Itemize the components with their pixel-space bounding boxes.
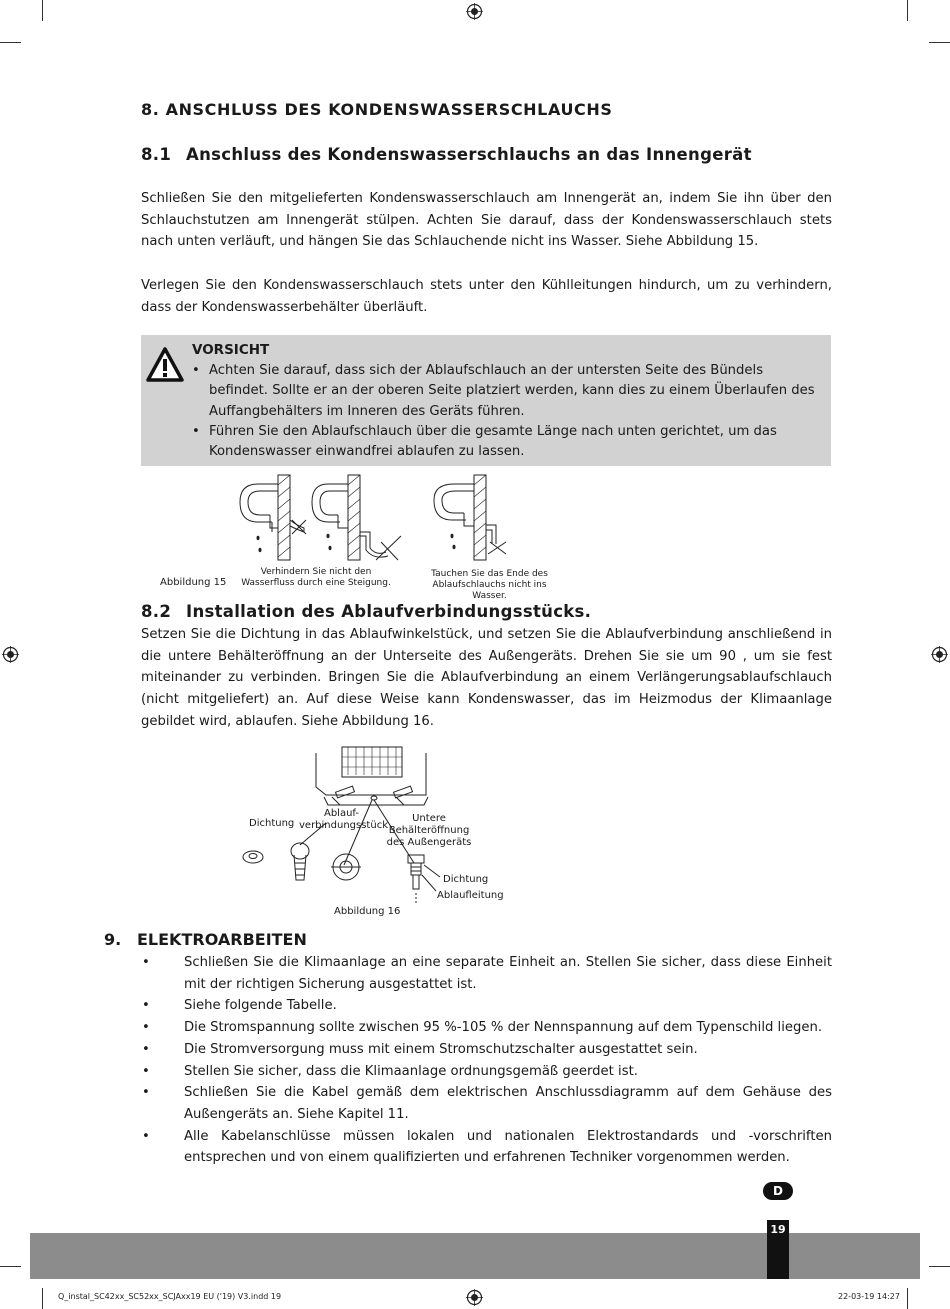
- label-untere-line: des Außengeräts: [386, 837, 472, 848]
- section-9-number: 9.: [104, 930, 122, 949]
- section-9-title: ELEKTROARBEITEN: [137, 930, 307, 949]
- caution-list: [191, 361, 816, 462]
- list-item: • Stellen Sie sicher, dass die Klimaanlage ordnungsgemäß geerdet ist.: [141, 1061, 832, 1083]
- section-8-2-heading: [141, 602, 591, 621]
- label-ablauf-line: verbindungsstück: [299, 820, 388, 831]
- caution-title: VORSICHT: [192, 342, 270, 358]
- crop-mark: [929, 1266, 950, 1267]
- caution-item: • Achten Sie darauf, dass sich der Ablaufschlauch an der untersten Seite des Bündels befindet. Sollte er an der oberen Seite platziert werden, kann dies zu einem Überlaufen des Auffangbehälters im Inneren des Geräts führen.: [191, 361, 816, 422]
- list-item: • Alle Kabelanschlüsse müssen lokalen und nationalen Elektrostandards und -vorschriften entsprechen und von einem qualifizierten und erfahrenen Techniker vorgenommen werden.: [141, 1126, 832, 1169]
- figure-15-caption-right: Tauchen Sie das Ende des Ablaufschlauchs nicht ins Wasser.: [431, 569, 548, 601]
- list-item: • Die Stromversorgung muss mit einem Stromschutzschalter ausgestattet sein.: [141, 1039, 832, 1061]
- registration-mark-icon: [931, 646, 948, 663]
- print-slug-file: Q_instal_SC42xx_SC52xx_SCJAxx19 EU ('19) V3.indd 19: [58, 1292, 282, 1301]
- section-8-1-number: 8.1: [141, 145, 172, 164]
- page-number: 19: [767, 1220, 789, 1279]
- warning-triangle-icon: [146, 347, 184, 383]
- label-ablaufleitung: Ablaufleitung: [437, 890, 504, 901]
- print-slug-date: 22-03-19 14:27: [838, 1292, 900, 1301]
- section-9-heading: [104, 930, 307, 949]
- figure-15-label: Abbildung 15: [160, 577, 227, 588]
- caution-item: • Führen Sie den Ablaufschlauch über die gesamte Länge nach unten gerichtet, um das Kondenswasser einwandfrei ablaufen zu lassen.: [191, 422, 816, 463]
- label-ablaufverbindungsstueck: [299, 808, 388, 832]
- registration-mark-icon: [466, 3, 483, 20]
- section-8-2-number: 8.2: [141, 602, 172, 621]
- label-ablauf-line: Ablauf-: [323, 808, 359, 819]
- list-item: • Schließen Sie die Kabel gemäß dem elektrischen Anschlussdiagramm auf dem Gehäuse des Außengeräts an. Siehe Kapitel 11.: [141, 1082, 832, 1125]
- registration-mark-icon: [466, 1289, 483, 1306]
- list-item: • Die Stromspannung sollte zwischen 95 %-105 % der Nennspannung auf dem Typenschild liegen.: [141, 1017, 832, 1039]
- label-untere-behaelteroeffnung: [384, 813, 474, 849]
- crop-mark: [0, 1266, 21, 1267]
- section-8-2-title: Installation des Ablaufverbindungsstücks.: [186, 602, 592, 621]
- crop-mark: [907, 0, 908, 21]
- paragraph-drain-joint: Setzen Sie die Dichtung in das Ablaufwinkelstück, und setzen Sie die Ablaufverbindung anschließend in die untere Behälteröffnung an der Unterseite des Außengeräts. Drehen Sie sie um 90 , um sie fest miteinander zu verbinden. Bringen Sie die Ablaufverbindung an einem Verlängerungsablaufschlauch (nicht mitgeliefert) an. Auf diese Weise kann Kondenswasser, das im Heizmodus der Klimaanlage gebildet wird, ablaufen. Siehe Abbildung 16.: [141, 627, 832, 729]
- label-dichtung-2: Dichtung: [443, 874, 489, 885]
- paragraph-hose-routing: Verlegen Sie den Kondenswasserschlauch stets unter den Kühlleitungen hindurch, um zu verhindern, dass der Kondenswasserbehälter überläuft.: [141, 278, 832, 315]
- crop-mark: [42, 0, 43, 21]
- crop-mark: [907, 1288, 908, 1309]
- figure-16-label: Abbildung 16: [334, 906, 401, 917]
- list-item: • Siehe folgende Tabelle.: [141, 995, 832, 1017]
- figure-15-drawing: [236, 470, 566, 570]
- section-8-1-heading: [141, 145, 752, 164]
- registration-mark-icon: [2, 646, 19, 663]
- caution-box: [141, 335, 831, 466]
- section-8-1-title: Anschluss des Kondenswasserschlauchs an das Innengerät: [186, 145, 752, 164]
- label-untere-line: Untere: [412, 813, 446, 824]
- language-badge: D: [763, 1182, 793, 1200]
- figure-15-caption-left: Verhindern Sie nicht den Wasserfluss durch eine Steigung.: [241, 567, 391, 588]
- label-untere-line: Behälteröffnung: [388, 825, 470, 836]
- crop-mark: [0, 42, 21, 43]
- paragraph-hose-connection: Schließen Sie den mitgelieferten Kondenswasserschlauch am Innengerät an, indem Sie ihn über den Schlauchstutzen am Innengerät stülpen. Achten Sie darauf, dass der Kondenswasserschlauch stets nach unten verläuft, und hängen Sie das Schlauchende nicht ins Wasser. Siehe Abbildung 15.: [141, 191, 832, 250]
- list-item: • Schließen Sie die Klimaanlage an eine separate Einheit an. Stellen Sie sicher, dass diese Einheit mit der richtigen Sicherung ausgestattet ist.: [141, 952, 832, 995]
- crop-mark: [929, 42, 950, 43]
- section-8-title: 8. ANSCHLUSS DES KONDENSWASSERSCHLAUCHS: [141, 100, 613, 119]
- label-dichtung: Dichtung: [249, 818, 295, 829]
- crop-mark: [42, 1288, 43, 1309]
- section-9-list: [141, 952, 832, 1169]
